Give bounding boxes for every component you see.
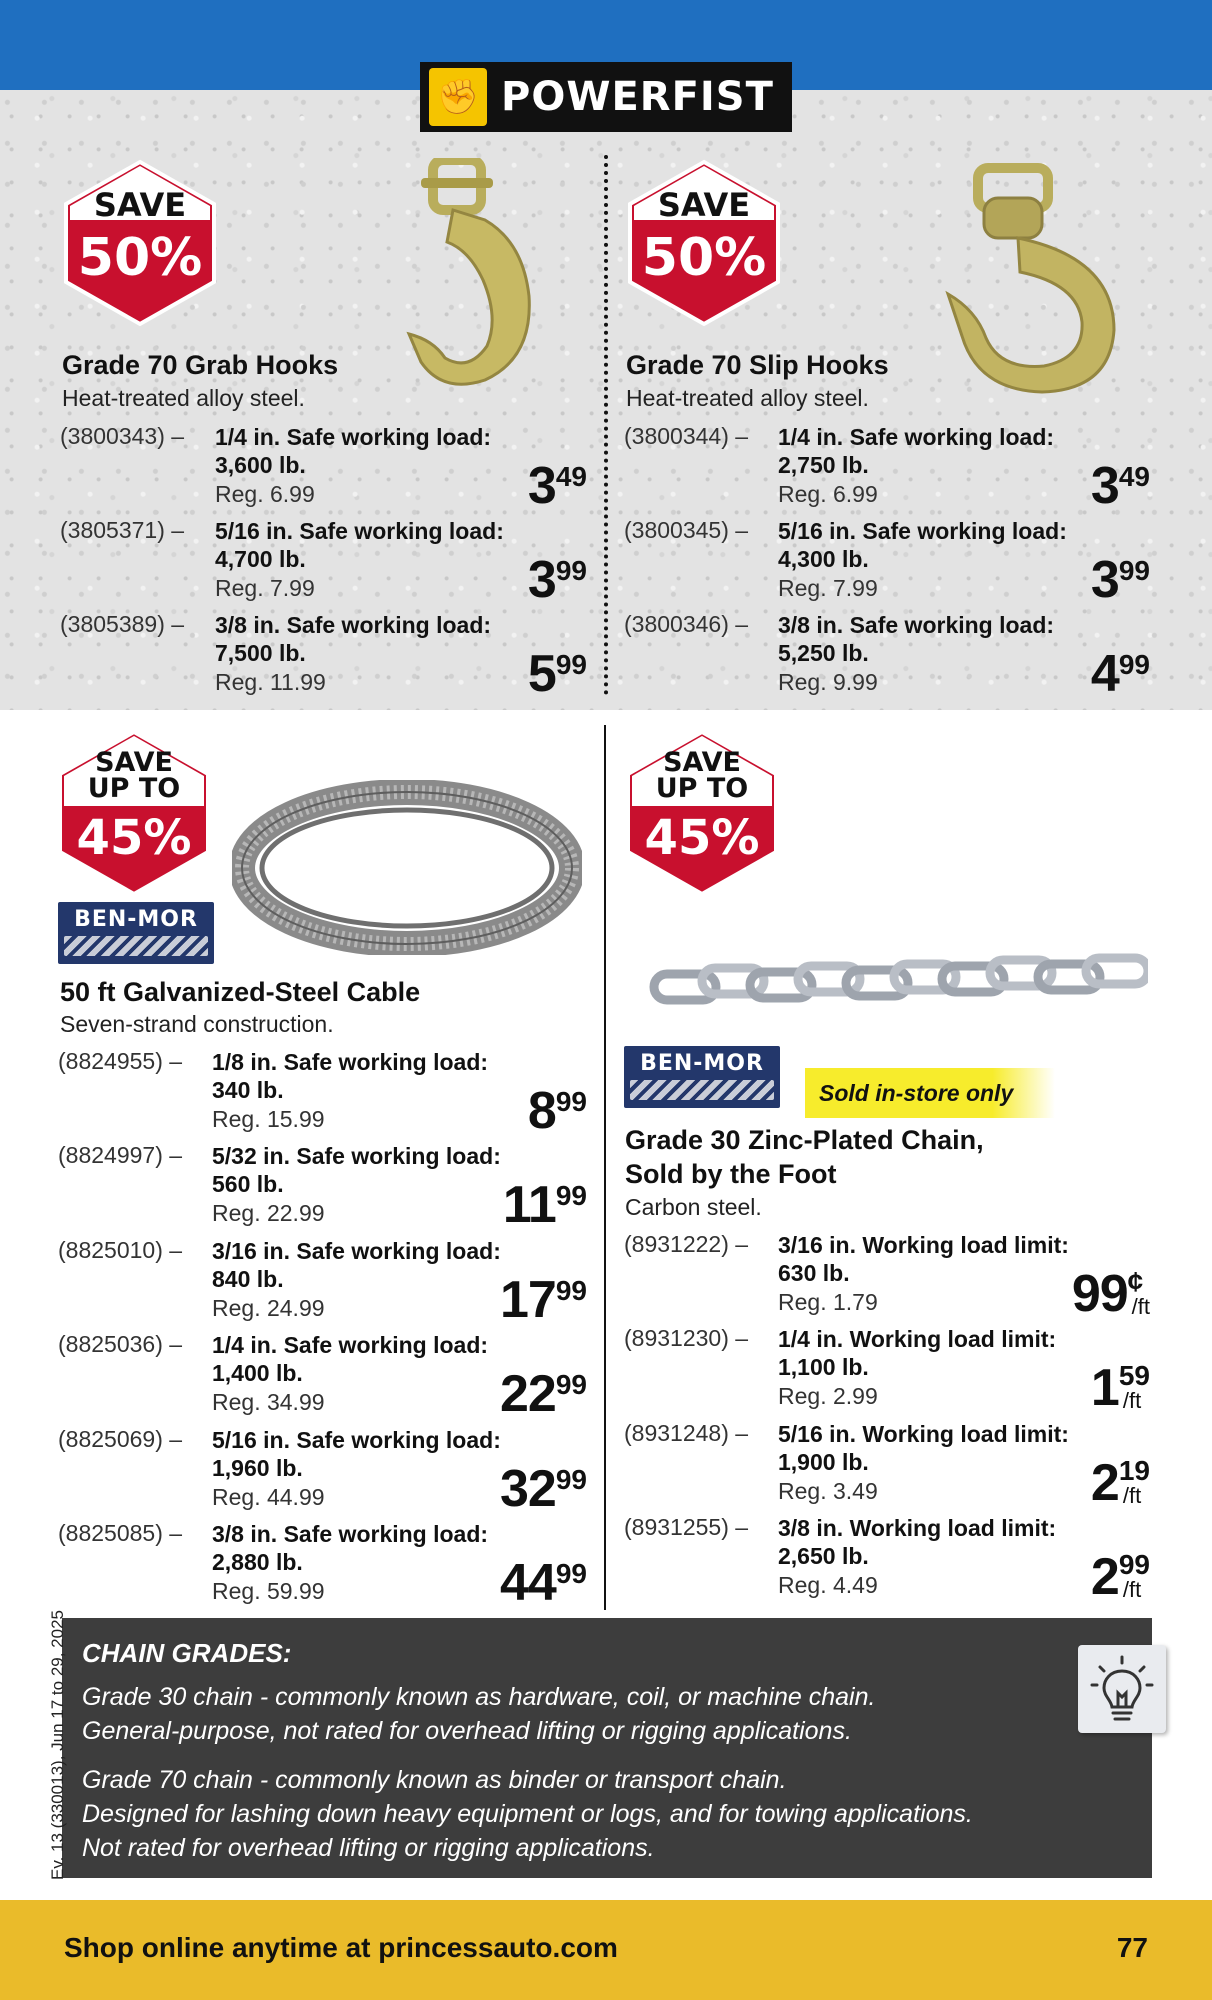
regular-price: Reg. 2.99 [778,1383,878,1409]
notice-line: Designed for lashing down heavy equipment or logs, and for towing applications. [82,1800,973,1828]
spec-size: 3/8 in. Safe working load: [778,612,1055,638]
spec-size: 5/16 in. Safe working load: [778,518,1067,544]
sku: (8825036) – [58,1331,183,1357]
spec-load: 1,400 lb. [212,1360,303,1386]
spec-size: 3/8 in. Working load limit: [778,1515,1057,1541]
page-number: 77 [1116,1932,1148,1963]
chain-grades-notice [62,1618,1152,1878]
column-divider-solid [604,725,606,1610]
spec-size: 1/4 in. Safe working load: [778,424,1055,450]
sale-price: 399 [527,551,587,609]
spec-size: 3/8 in. Safe working load: [212,1521,489,1547]
sku: (3800343) – [60,423,185,449]
sale-price: 4499 [500,1554,587,1612]
sku: (8824955) – [58,1048,183,1074]
spec-load: 840 lb. [212,1266,284,1292]
footer-text[interactable]: Shop online anytime at princessauto.com [64,1932,618,1963]
notice-line: Grade 30 chain - commonly known as hardware, coil, or machine chain. [82,1683,876,1711]
spec-load: 4,300 lb. [778,546,869,572]
product-description: Heat-treated alloy steel. [62,385,305,411]
grab-hook-image [395,158,570,398]
sku: (8931230) – [624,1325,749,1351]
regular-price: Reg. 59.99 [212,1578,325,1604]
regular-price: Reg. 9.99 [778,669,878,695]
sku: (3800345) – [624,517,749,543]
sale-price: 499 [1090,645,1150,703]
product-name: 50 ft Galvanized-Steel Cable [60,977,421,1007]
sale-price: 1799 [500,1271,587,1329]
spec-load: 1,100 lb. [778,1354,869,1380]
spec-size: 5/32 in. Safe working load: [212,1143,501,1169]
ben-mor-logo: BEN-MOR [624,1046,780,1108]
column-divider-dotted [604,155,608,695]
save-badge-grab: SAVE 50% [62,158,218,328]
spec-size: 1/8 in. Safe working load: [212,1049,489,1075]
brand-name: POWERFIST [501,74,774,120]
sku: (3805389) – [60,611,185,637]
sale-price: 399 [1090,551,1150,609]
sold-in-store-label: Sold in-store only [805,1068,1055,1118]
sale-price: 2299 [500,1365,587,1423]
sku: (8825010) – [58,1237,183,1263]
sale-price: 1199 [502,1176,587,1234]
sale-price: 349 [1090,457,1150,515]
regular-price: Reg. 7.99 [215,575,315,601]
product-description: Carbon steel. [625,1194,762,1220]
notice-line: General-purpose, not rated for overhead lifting or rigging applications. [82,1717,852,1745]
sku: (8931248) – [624,1420,749,1446]
spec-load: 4,700 lb. [215,546,306,572]
spec-size: 1/4 in. Safe working load: [215,424,492,450]
spec-size: 5/16 in. Safe working load: [212,1427,501,1453]
regular-price: Reg. 7.99 [778,575,878,601]
notice-line: Not rated for overhead lifting or rigging applications. [82,1834,655,1862]
product-name: Grade 30 Zinc-Plated Chain, [625,1125,984,1155]
spec-load: 2,750 lb. [778,452,869,478]
spec-load: 560 lb. [212,1171,284,1197]
product-description: Heat-treated alloy steel. [626,385,869,411]
regular-price: Reg. 44.99 [212,1484,325,1510]
edition-info: Ev. 13 (330013), Jun 17 to 29, 2025 [48,1610,67,1880]
regular-price: Reg. 11.99 [215,669,326,695]
slip-hook-image [938,162,1138,402]
spec-size: 3/16 in. Safe working load: [212,1238,501,1264]
sale-price: 899 [527,1082,587,1140]
regular-price: Reg. 3.49 [778,1478,878,1504]
lightbulb-icon [1078,1645,1166,1733]
spec-size: 1/4 in. Working load limit: [778,1326,1057,1352]
sale-price: 1 59 /ft [1090,1359,1150,1417]
product-description: Seven-strand construction. [60,1011,334,1037]
sku: (8824997) – [58,1142,183,1168]
sale-price: 599 [527,645,587,703]
sku: (8931255) – [624,1514,749,1540]
notice-title: CHAIN GRADES: [82,1638,292,1668]
spec-load: 1,960 lb. [212,1455,303,1481]
powerfist-logo [420,62,792,132]
save-badge-slip: SAVE 50% [626,158,782,328]
spec-size: 5/16 in. Working load limit: [778,1421,1069,1447]
sale-price: 2 99 /ft [1090,1548,1150,1606]
spec-load: 340 lb. [212,1077,284,1103]
regular-price: Reg. 24.99 [212,1295,325,1321]
spec-load: 7,500 lb. [215,640,306,666]
sale-price: 3299 [500,1460,587,1518]
sku: (3805371) – [60,517,185,543]
save-badge-chain: SAVE UP TO 45% [624,728,780,898]
sale-price: 349 [527,457,587,515]
spec-load: 630 lb. [778,1260,850,1286]
sale-price: 99 ¢ /ft [1071,1265,1150,1323]
cable-coil-image [232,780,582,955]
sale-price: 2 19 /ft [1090,1454,1150,1512]
regular-price: Reg. 4.49 [778,1572,878,1598]
ben-mor-logo: BEN-MOR [58,902,214,964]
footer [0,1900,1212,2000]
fist-icon: ✊ [429,68,487,126]
sku: (3800344) – [624,423,749,449]
regular-price: Reg. 6.99 [778,481,878,507]
sku: (3800346) – [624,611,749,637]
sku: (8931222) – [624,1231,749,1257]
regular-price: Reg. 22.99 [212,1200,325,1226]
product-name: Grade 70 Grab Hooks [62,350,339,380]
save-badge-cable: SAVE UP TO 45% [56,728,212,898]
sku: (8825085) – [58,1520,183,1546]
spec-load: 5,250 lb. [778,640,869,666]
spec-size: 3/16 in. Working load limit: [778,1232,1069,1258]
spec-load: 2,880 lb. [212,1549,303,1575]
spec-load: 1,900 lb. [778,1449,869,1475]
sku: (8825069) – [58,1426,183,1452]
regular-price: Reg. 34.99 [212,1389,325,1415]
spec-size: 3/8 in. Safe working load: [215,612,492,638]
spec-load: 3,600 lb. [215,452,306,478]
regular-price: Reg. 15.99 [212,1106,325,1132]
regular-price: Reg. 1.79 [778,1289,878,1315]
spec-size: 5/16 in. Safe working load: [215,518,504,544]
product-name: Grade 70 Slip Hooks [626,350,889,380]
regular-price: Reg. 6.99 [215,481,315,507]
product-name-line2: Sold by the Foot [625,1159,837,1189]
spec-load: 2,650 lb. [778,1543,869,1569]
spec-size: 1/4 in. Safe working load: [212,1332,489,1358]
chain-image [648,948,1148,1018]
notice-line: Grade 70 chain - commonly known as binder or transport chain. [82,1766,787,1794]
